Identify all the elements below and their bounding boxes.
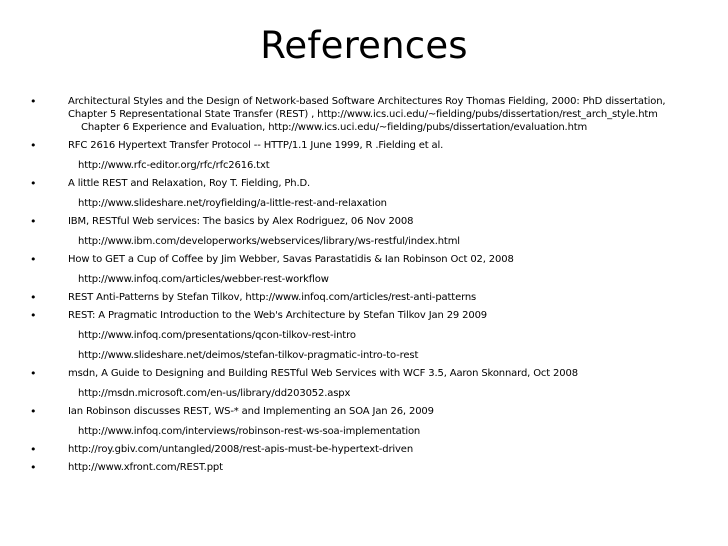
reference-text: Ian Robinson discusses REST, WS-* and Implementing an SOA Jan 26, 2009 [68,406,434,417]
reference-item [0,309,728,362]
reference-item [0,139,728,172]
reference-item [0,367,728,400]
reference-text: http://www.xfront.com/REST.ppt [68,462,223,473]
bullet-icon: • [30,309,37,322]
bullet-icon: • [30,443,37,456]
references-list [0,95,728,479]
reference-item [0,291,728,304]
reference-text: REST Anti-Patterns by Stefan Tilkov, http://www.infoq.com/articles/rest-anti-patterns [68,292,477,303]
reference-item [0,95,728,134]
reference-item [0,177,728,210]
bullet-icon: • [30,461,37,474]
reference-text: http://roy.gbiv.com/untangled/2008/rest-apis-must-be-hypertext-driven [68,444,414,455]
bullet-icon: • [30,291,37,304]
bullet-icon: • [30,95,37,108]
reference-url: http://www.rfc-editor.org/rfc/rfc2616.txt [78,160,270,171]
reference-url: http://www.infoq.com/interviews/robinson-rest-ws-soa-implementation [78,426,421,437]
reference-url: http://www.slideshare.net/deimos/stefan-tilkov-pragmatic-intro-to-rest [78,350,419,361]
bullet-icon: • [30,139,37,152]
reference-item [0,461,728,474]
bullet-icon: • [30,367,37,380]
reference-text: Chapter 5 Representational State Transfer (REST) , http://www.ics.uci.edu/~fielding/pubs/dissertation/rest_arch_style.htm [68,109,658,120]
reference-text: Architectural Styles and the Design of Network-based Software Architectures Roy Thomas Fielding, 2000: PhD dissertation, [68,96,666,107]
bullet-icon: • [30,215,37,228]
reference-text: A little REST and Relaxation, Roy T. Fielding, Ph.D. [68,178,311,189]
bullet-icon: • [30,405,37,418]
reference-item [0,443,728,456]
reference-item [0,253,728,286]
reference-text: How to GET a Cup of Coffee by Jim Webber, Savas Parastatidis & Ian Robinson Oct 02, 2008 [68,254,514,265]
reference-url: http://www.infoq.com/presentations/qcon-tilkov-rest-intro [78,330,356,341]
reference-url: http://www.ibm.com/developerworks/webservices/library/ws-restful/index.html [78,236,460,247]
page-title: References [260,24,468,67]
reference-url: http://msdn.microsoft.com/en-us/library/dd203052.aspx [78,388,351,399]
reference-item [0,405,728,438]
bullet-icon: • [30,253,37,266]
reference-text: Chapter 6 Experience and Evaluation, http://www.ics.uci.edu/~fielding/pubs/dissertation/evaluation.htm [81,122,588,133]
bullet-icon: • [30,177,37,190]
reference-url: http://www.slideshare.net/royfielding/a-little-rest-and-relaxation [78,198,387,209]
reference-item [0,215,728,248]
reference-url: http://www.infoq.com/articles/webber-rest-workflow [78,274,329,285]
reference-text: RFC 2616 Hypertext Transfer Protocol -- HTTP/1.1 June 1999, R .Fielding et al. [68,140,444,151]
reference-text: IBM, RESTful Web services: The basics by Alex Rodriguez, 06 Nov 2008 [68,216,414,227]
reference-text: REST: A Pragmatic Introduction to the Web's Architecture by Stefan Tilkov Jan 29 2009 [68,310,487,321]
reference-text: msdn, A Guide to Designing and Building RESTful Web Services with WCF 3.5, Aaron Skonnard, Oct 2008 [68,368,578,379]
